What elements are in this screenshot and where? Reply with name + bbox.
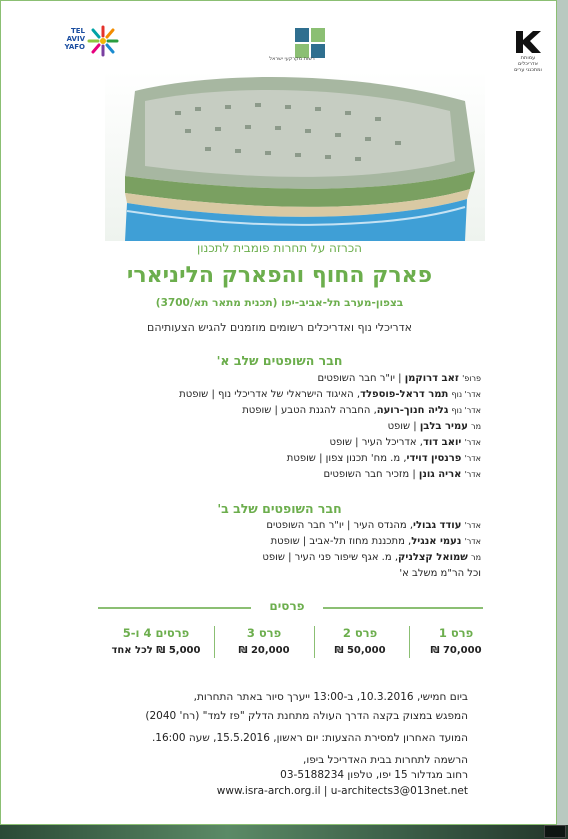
corner-widget xyxy=(544,825,566,838)
jury-member-name: גליה חנוך-רועה xyxy=(376,405,449,416)
tour-info: ביום חמישי, 10.3.2016, ב-13:00 ייערך סיור באתר התחרות, xyxy=(193,691,468,703)
jury-member-title: פרופ' xyxy=(462,374,481,383)
jury-member-role: , אדריכל העיר | שופט xyxy=(329,437,423,448)
jury-member xyxy=(61,421,481,432)
jury-stage-b-title: חבר השופטים שלב ב' xyxy=(217,501,342,516)
prizes-divider-right xyxy=(323,607,483,609)
jury-member xyxy=(61,437,481,448)
architects-association-logo xyxy=(511,27,545,73)
prize-amount: 5,000 ₪ לכל אחד xyxy=(111,645,201,656)
jury-member xyxy=(61,389,481,400)
desktop-background xyxy=(0,825,568,839)
jury-member-role: , מ. מח' תכנון צפון | שופטת xyxy=(286,453,407,464)
jury-member xyxy=(61,405,481,416)
jury-member-role: , מהנדס העיר | יו"ר חבר השופטים xyxy=(266,520,414,531)
jury-member-role: , האיגוד הישראלי של אדריכלי נוף | שופטת xyxy=(179,389,361,400)
jury-stage-a-title: חבר השופטים שלב א' xyxy=(216,353,343,368)
jury-member-role: , מתכננת מחוז תל-אביב | שופטת xyxy=(270,536,412,547)
iaa-logo-text: עמותת אדריכלים ומתכנני ערים xyxy=(514,55,542,73)
contact-links[interactable]: www.isra-arch.org.il | u-architects3@013net.net xyxy=(216,785,468,797)
competition-location: בצפון-מערב תל-אביב-יפו (תכנית מתאר תא/3700) xyxy=(155,297,404,309)
prize-amount: 70,000 ₪ xyxy=(430,645,482,656)
prize-label: פרס 2 xyxy=(342,626,378,640)
meeting-point: המפגש במצוק בקצה הדרך העולה מתחנת הדלק "פז למד" (רח' 2040) xyxy=(145,710,468,722)
jury-member-title: אדר' נוף xyxy=(451,406,481,415)
tel-aviv-logo xyxy=(61,23,121,61)
jury-member-title: אדר' xyxy=(464,537,481,546)
prize-divider xyxy=(214,626,215,658)
registration-info: הרשמה לתחרות בבית האדריכל ביפו, xyxy=(303,754,468,766)
jury-member-name: שמואל קצלניק xyxy=(398,552,468,563)
prize-amount: 20,000 ₪ xyxy=(238,645,290,656)
jury-member-name: עודד גבולי xyxy=(413,520,462,531)
prize-3 xyxy=(219,626,309,656)
jury-member-name: נעמי אנגיל xyxy=(411,536,462,547)
jury-member-title: אדר' xyxy=(464,454,481,463)
jury-member-role: , החברה להגנת הטבע | שופטת xyxy=(242,405,377,416)
prizes-divider-left xyxy=(98,607,251,609)
prize-1 xyxy=(411,626,501,656)
prize-divider xyxy=(314,626,315,658)
jury-member-title: אדר' xyxy=(464,521,481,530)
address-info: רחוב מגדלור 15 יפו, טלפון 03-5188234 xyxy=(280,769,468,781)
israel-land-authority-logo xyxy=(257,26,329,66)
prizes-title: פרסים xyxy=(269,599,305,613)
jury-member-name: עמיר בלבן xyxy=(419,421,468,432)
jury-member-role: וכל הר"מ משלב א' xyxy=(399,568,481,579)
jury-member-role: , מ. אגף שיפור פני העיר | שופט xyxy=(262,552,399,563)
jury-member-name: פרנסין דוידי xyxy=(406,453,462,464)
jury-member xyxy=(61,520,481,531)
prize-label: פרס 3 xyxy=(246,626,282,640)
jury-member-title: מר xyxy=(471,422,481,431)
jury-member-role: | מזכיר חבר השופטים xyxy=(323,469,419,480)
aerial-illustration xyxy=(105,71,485,241)
jury-member-title: מר xyxy=(471,553,481,562)
jury-member xyxy=(61,568,481,579)
window-scrollbar[interactable] xyxy=(557,0,568,839)
prize-4-5 xyxy=(101,626,211,656)
jury-member xyxy=(61,453,481,464)
prize-divider xyxy=(409,626,410,658)
competition-title: פארק החוף והפארק הליניארי xyxy=(126,263,433,288)
prize-label: פרס 1 xyxy=(438,626,474,640)
jury-member-name: זאב דרוקמן xyxy=(404,373,459,384)
jury-member-name: תמר דראל-פוספלד xyxy=(360,389,449,400)
invitation-text: אדריכלי נוף ואדריכלים רשומים מוזמנים להגיש הצעותיהם xyxy=(147,321,412,334)
jury-member-title: אדר' נוף xyxy=(451,390,481,399)
prize-label: פרסים 4 ו-5 xyxy=(122,626,190,640)
jury-member-role: | יו"ר חבר השופטים xyxy=(317,373,405,384)
prize-2 xyxy=(315,626,405,656)
jury-member-name: אריה גונן xyxy=(418,469,462,480)
competition-subtitle: הכרזה על תחרות פומבית לתכנון xyxy=(196,241,363,255)
jury-member xyxy=(61,536,481,547)
jury-member xyxy=(61,373,481,384)
jury-member-title: אדר' xyxy=(464,438,481,447)
tel-aviv-logo-text: TEL AVIV YAFO xyxy=(64,27,85,51)
jury-member-title: אדר' xyxy=(464,470,481,479)
prize-amount: 50,000 ₪ xyxy=(334,645,386,656)
jury-member-name: יואב דוד xyxy=(422,437,462,448)
jury-member xyxy=(61,469,481,480)
ila-logo-text: רשות מקרקעי ישראל xyxy=(269,56,315,62)
jury-member-role: | שופט xyxy=(387,421,420,432)
jury-member xyxy=(61,552,481,563)
deadline-info: המועד האחרון למסירת ההצעות: יום ראשון, 15.5.2016, שעה 16:00. xyxy=(151,732,468,744)
